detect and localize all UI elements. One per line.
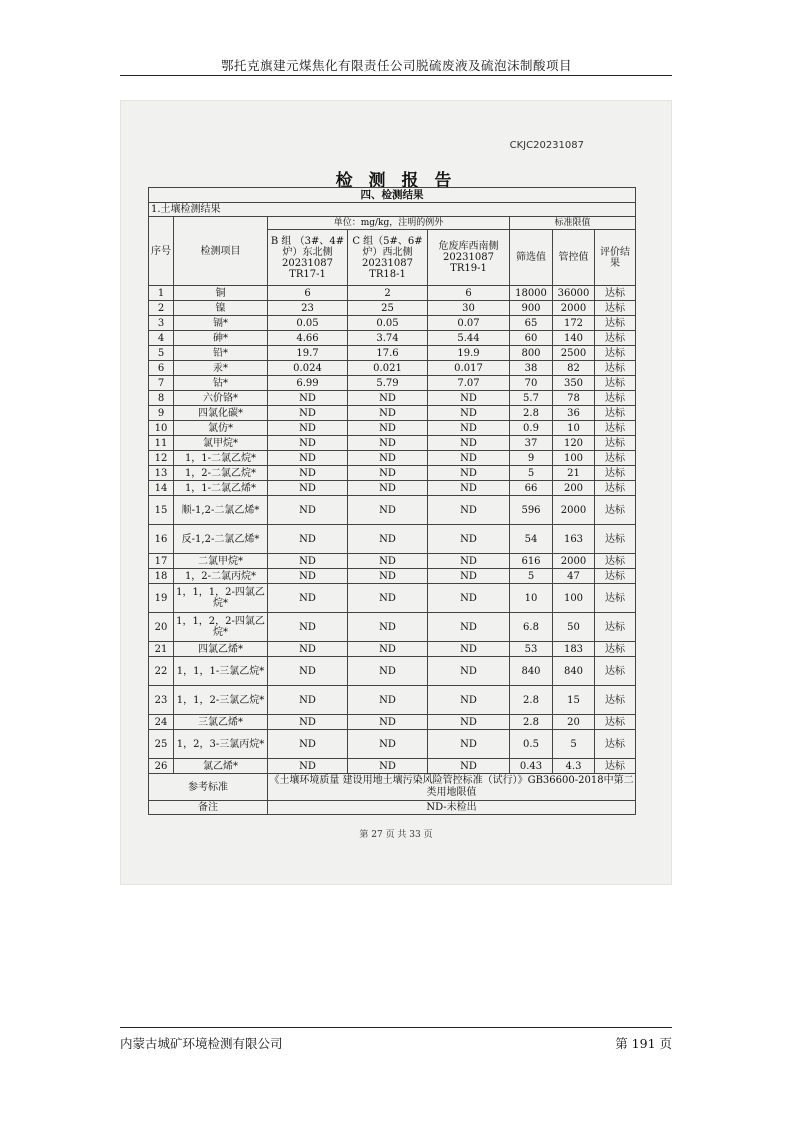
control-value: 100 — [553, 451, 595, 466]
row-number: 23 — [149, 686, 174, 715]
screening-value: 10 — [510, 584, 553, 613]
reference-label: 参考标准 — [149, 774, 268, 801]
screening-value: 70 — [510, 376, 553, 391]
evaluation-result: 达标 — [595, 451, 636, 466]
value-group-b: ND — [268, 525, 348, 554]
value-hazwaste: 30 — [428, 301, 510, 316]
table-row — [149, 376, 636, 391]
control-value: 140 — [553, 331, 595, 346]
screening-value: 900 — [510, 301, 553, 316]
column-header-item: 检测项目 — [174, 217, 268, 286]
row-number: 12 — [149, 451, 174, 466]
value-hazwaste: ND — [428, 391, 510, 406]
test-item: 二氯甲烷* — [174, 554, 268, 569]
control-value: 172 — [553, 316, 595, 331]
value-hazwaste: ND — [428, 436, 510, 451]
value-group-b: ND — [268, 686, 348, 715]
value-group-c: 25 — [348, 301, 428, 316]
screening-value: 66 — [510, 481, 553, 496]
row-number: 2 — [149, 301, 174, 316]
value-hazwaste: ND — [428, 759, 510, 774]
table-row — [149, 451, 636, 466]
value-group-b: 6 — [268, 286, 348, 301]
value-group-b: ND — [268, 451, 348, 466]
test-item: 氯乙烯* — [174, 759, 268, 774]
column-header-evaluation: 评价结果 — [595, 230, 636, 286]
row-number: 14 — [149, 481, 174, 496]
column-header-group-b: B 组 （3#、4#炉）东北侧 20231087 TR17-1 — [268, 230, 348, 286]
evaluation-result: 达标 — [595, 391, 636, 406]
header-divider — [120, 75, 672, 76]
row-number: 13 — [149, 466, 174, 481]
column-header-control: 管控值 — [553, 230, 595, 286]
test-item: 汞* — [174, 361, 268, 376]
control-value: 50 — [553, 613, 595, 642]
control-value: 20 — [553, 715, 595, 730]
control-value: 840 — [553, 657, 595, 686]
screening-value: 0.9 — [510, 421, 553, 436]
screening-value: 0.43 — [510, 759, 553, 774]
test-item: 1，1-二氯乙烯* — [174, 481, 268, 496]
row-number: 9 — [149, 406, 174, 421]
value-group-b: ND — [268, 730, 348, 759]
test-item: 顺-1,2-二氯乙烯* — [174, 496, 268, 525]
test-item: 1，2-二氯丙烷* — [174, 569, 268, 584]
value-hazwaste: 5.44 — [428, 331, 510, 346]
value-group-c: ND — [348, 657, 428, 686]
value-group-b: ND — [268, 406, 348, 421]
table-row — [149, 642, 636, 657]
value-hazwaste: ND — [428, 496, 510, 525]
row-number: 5 — [149, 346, 174, 361]
screening-value: 65 — [510, 316, 553, 331]
column-header-group-c: C 组（5#、6#炉）西北侧 20231087 TR18-1 — [348, 230, 428, 286]
table-row — [149, 715, 636, 730]
evaluation-result: 达标 — [595, 686, 636, 715]
row-number: 18 — [149, 569, 174, 584]
value-group-b: 19.7 — [268, 346, 348, 361]
evaluation-result: 达标 — [595, 466, 636, 481]
footer-company: 内蒙古城矿环境检测有限公司 — [120, 1036, 283, 1051]
table-row — [149, 657, 636, 686]
evaluation-result: 达标 — [595, 331, 636, 346]
test-item: 四氯化碳* — [174, 406, 268, 421]
row-number: 7 — [149, 376, 174, 391]
control-value: 350 — [553, 376, 595, 391]
screening-value: 5.7 — [510, 391, 553, 406]
remarks-text: ND-未检出 — [268, 801, 636, 815]
report-title: 检 测 报 告 — [335, 171, 457, 191]
value-group-c: ND — [348, 730, 428, 759]
control-value: 120 — [553, 436, 595, 451]
value-hazwaste: ND — [428, 584, 510, 613]
screening-value: 54 — [510, 525, 553, 554]
row-number: 22 — [149, 657, 174, 686]
value-group-c: ND — [348, 569, 428, 584]
test-item: 1，1-二氯乙烷* — [174, 451, 268, 466]
value-group-b: 6.99 — [268, 376, 348, 391]
table-row — [149, 613, 636, 642]
table-row — [149, 569, 636, 584]
control-value: 183 — [553, 642, 595, 657]
report-number: CKJC20231087 — [509, 140, 584, 151]
report-page-count: 第 27 页 共 33 页 — [359, 830, 433, 840]
table-row — [149, 730, 636, 759]
value-group-b: ND — [268, 466, 348, 481]
test-item: 铅* — [174, 346, 268, 361]
row-number: 25 — [149, 730, 174, 759]
row-number: 26 — [149, 759, 174, 774]
value-group-c: ND — [348, 613, 428, 642]
value-hazwaste: 0.017 — [428, 361, 510, 376]
row-number: 4 — [149, 331, 174, 346]
evaluation-result: 达标 — [595, 715, 636, 730]
column-header-hazwaste: 危废库西南侧 20231087 TR19-1 — [428, 230, 510, 286]
value-group-b: ND — [268, 496, 348, 525]
table-row — [149, 286, 636, 301]
row-number: 20 — [149, 613, 174, 642]
row-number: 24 — [149, 715, 174, 730]
table-row — [149, 466, 636, 481]
evaluation-result: 达标 — [595, 613, 636, 642]
value-hazwaste: ND — [428, 715, 510, 730]
value-group-c: ND — [348, 642, 428, 657]
evaluation-result: 达标 — [595, 525, 636, 554]
value-group-c: ND — [348, 554, 428, 569]
evaluation-result: 达标 — [595, 554, 636, 569]
subsection-title: 1.土壤检测结果 — [149, 203, 636, 217]
value-group-c: ND — [348, 686, 428, 715]
table-row — [149, 759, 636, 774]
value-hazwaste: ND — [428, 554, 510, 569]
test-item: 铜 — [174, 286, 268, 301]
screening-value: 37 — [510, 436, 553, 451]
row-number: 6 — [149, 361, 174, 376]
value-group-c: ND — [348, 496, 428, 525]
value-group-b: ND — [268, 759, 348, 774]
test-item: 反-1,2-二氯乙烯* — [174, 525, 268, 554]
test-item: 1，1，1，2-四氯乙烷* — [174, 584, 268, 613]
row-number: 19 — [149, 584, 174, 613]
value-hazwaste: ND — [428, 569, 510, 584]
test-item: 氯甲烷* — [174, 436, 268, 451]
table-row — [149, 436, 636, 451]
table-row — [149, 331, 636, 346]
screening-value: 596 — [510, 496, 553, 525]
evaluation-result: 达标 — [595, 496, 636, 525]
control-value: 36000 — [553, 286, 595, 301]
screening-value: 2.8 — [510, 686, 553, 715]
value-group-b: ND — [268, 481, 348, 496]
test-item: 1，1，2，2-四氯乙烷* — [174, 613, 268, 642]
value-group-c: ND — [348, 421, 428, 436]
table-row — [149, 584, 636, 613]
value-group-c: ND — [348, 584, 428, 613]
screening-value: 616 — [510, 554, 553, 569]
value-group-c: 3.74 — [348, 331, 428, 346]
value-group-b: ND — [268, 421, 348, 436]
value-group-b: 4.66 — [268, 331, 348, 346]
control-value: 2000 — [553, 496, 595, 525]
value-group-b: ND — [268, 613, 348, 642]
value-group-c: 17.6 — [348, 346, 428, 361]
evaluation-result: 达标 — [595, 642, 636, 657]
value-group-c: ND — [348, 525, 428, 554]
control-value: 5 — [553, 730, 595, 759]
evaluation-result: 达标 — [595, 286, 636, 301]
screening-value: 5 — [510, 569, 553, 584]
standard-limit-header: 标准限值 — [510, 217, 636, 230]
evaluation-result: 达标 — [595, 730, 636, 759]
value-hazwaste: 19.9 — [428, 346, 510, 361]
evaluation-result: 达标 — [595, 759, 636, 774]
test-item: 钴* — [174, 376, 268, 391]
value-hazwaste: ND — [428, 481, 510, 496]
value-group-c: ND — [348, 406, 428, 421]
page-header: 鄂托克旗建元煤焦化有限责任公司脱硫废液及硫泡沫制酸项目 — [220, 58, 572, 73]
evaluation-result: 达标 — [595, 584, 636, 613]
row-number: 17 — [149, 554, 174, 569]
value-hazwaste: ND — [428, 421, 510, 436]
test-item: 砷* — [174, 331, 268, 346]
value-hazwaste: ND — [428, 613, 510, 642]
table-row — [149, 496, 636, 525]
control-value: 163 — [553, 525, 595, 554]
value-group-c: ND — [348, 451, 428, 466]
control-value: 15 — [553, 686, 595, 715]
control-value: 2500 — [553, 346, 595, 361]
value-group-b: ND — [268, 569, 348, 584]
value-hazwaste: 0.07 — [428, 316, 510, 331]
value-hazwaste: ND — [428, 642, 510, 657]
table-row — [149, 361, 636, 376]
control-value: 82 — [553, 361, 595, 376]
value-group-c: 0.05 — [348, 316, 428, 331]
evaluation-result: 达标 — [595, 421, 636, 436]
value-group-b: 0.05 — [268, 316, 348, 331]
control-value: 21 — [553, 466, 595, 481]
value-group-c: 2 — [348, 286, 428, 301]
test-item: 镍 — [174, 301, 268, 316]
table-row — [149, 346, 636, 361]
screening-value: 60 — [510, 331, 553, 346]
row-number: 3 — [149, 316, 174, 331]
screening-value: 0.5 — [510, 730, 553, 759]
footer-page-number: 第 191 页 — [615, 1036, 672, 1051]
control-value: 200 — [553, 481, 595, 496]
value-group-c: ND — [348, 436, 428, 451]
value-group-b: ND — [268, 584, 348, 613]
section-title: 四、检测结果 — [149, 188, 636, 203]
control-value: 10 — [553, 421, 595, 436]
row-number: 15 — [149, 496, 174, 525]
scanned-report-page — [120, 100, 672, 885]
screening-value: 2.8 — [510, 406, 553, 421]
value-group-b: ND — [268, 715, 348, 730]
test-item: 1，2-二氯乙烷* — [174, 466, 268, 481]
evaluation-result: 达标 — [595, 346, 636, 361]
unit-note: 单位：mg/kg，注明的例外 — [268, 217, 510, 230]
value-hazwaste: 7.07 — [428, 376, 510, 391]
value-hazwaste: ND — [428, 730, 510, 759]
table-row — [149, 316, 636, 331]
value-group-b: ND — [268, 642, 348, 657]
footer-divider — [120, 1027, 672, 1028]
value-hazwaste: 6 — [428, 286, 510, 301]
table-row — [149, 686, 636, 715]
table-row — [149, 406, 636, 421]
value-hazwaste: ND — [428, 525, 510, 554]
table-row — [149, 481, 636, 496]
test-item: 六价铬* — [174, 391, 268, 406]
test-item: 1，2，3-三氯丙烷* — [174, 730, 268, 759]
test-item: 1，1，1-三氯乙烷* — [174, 657, 268, 686]
value-group-c: ND — [348, 481, 428, 496]
control-value: 47 — [553, 569, 595, 584]
value-group-b: ND — [268, 436, 348, 451]
test-item: 氯仿* — [174, 421, 268, 436]
value-hazwaste: ND — [428, 657, 510, 686]
test-item: 四氯乙烯* — [174, 642, 268, 657]
value-group-b: 0.024 — [268, 361, 348, 376]
value-group-b: 23 — [268, 301, 348, 316]
column-header-screening: 筛选值 — [510, 230, 553, 286]
value-hazwaste: ND — [428, 406, 510, 421]
reference-standard: 《土壤环境质量 建设用地土壤污染风险管控标准（试行）》GB36600-2018中第二类用地限值 — [268, 774, 636, 801]
screening-value: 6.8 — [510, 613, 553, 642]
control-value: 2000 — [553, 554, 595, 569]
value-group-c: 5.79 — [348, 376, 428, 391]
evaluation-result: 达标 — [595, 406, 636, 421]
remarks-label: 备注 — [149, 801, 268, 815]
evaluation-result: 达标 — [595, 657, 636, 686]
value-group-b: ND — [268, 554, 348, 569]
control-value: 4.3 — [553, 759, 595, 774]
table-row — [149, 301, 636, 316]
table-row — [149, 391, 636, 406]
value-group-b: ND — [268, 657, 348, 686]
control-value: 100 — [553, 584, 595, 613]
row-number: 1 — [149, 286, 174, 301]
control-value: 2000 — [553, 301, 595, 316]
table-row — [149, 554, 636, 569]
screening-value: 9 — [510, 451, 553, 466]
screening-value: 53 — [510, 642, 553, 657]
evaluation-result: 达标 — [595, 436, 636, 451]
evaluation-result: 达标 — [595, 376, 636, 391]
column-header-seq: 序号 — [149, 217, 174, 286]
row-number: 16 — [149, 525, 174, 554]
table-row — [149, 421, 636, 436]
value-hazwaste: ND — [428, 686, 510, 715]
screening-value: 2.8 — [510, 715, 553, 730]
value-group-c: ND — [348, 466, 428, 481]
row-number: 21 — [149, 642, 174, 657]
screening-value: 5 — [510, 466, 553, 481]
test-item: 镉* — [174, 316, 268, 331]
value-group-c: ND — [348, 391, 428, 406]
value-group-c: ND — [348, 715, 428, 730]
control-value: 78 — [553, 391, 595, 406]
soil-results-table — [148, 187, 636, 815]
evaluation-result: 达标 — [595, 481, 636, 496]
value-group-b: ND — [268, 391, 348, 406]
test-item: 三氯乙烯* — [174, 715, 268, 730]
value-hazwaste: ND — [428, 466, 510, 481]
evaluation-result: 达标 — [595, 316, 636, 331]
row-number: 11 — [149, 436, 174, 451]
screening-value: 38 — [510, 361, 553, 376]
value-hazwaste: ND — [428, 451, 510, 466]
test-item: 1，1，2-三氯乙烷* — [174, 686, 268, 715]
value-group-c: ND — [348, 759, 428, 774]
evaluation-result: 达标 — [595, 569, 636, 584]
evaluation-result: 达标 — [595, 361, 636, 376]
row-number: 8 — [149, 391, 174, 406]
row-number: 10 — [149, 421, 174, 436]
screening-value: 18000 — [510, 286, 553, 301]
table-row — [149, 525, 636, 554]
evaluation-result: 达标 — [595, 301, 636, 316]
screening-value: 800 — [510, 346, 553, 361]
value-group-c: 0.021 — [348, 361, 428, 376]
screening-value: 840 — [510, 657, 553, 686]
control-value: 36 — [553, 406, 595, 421]
